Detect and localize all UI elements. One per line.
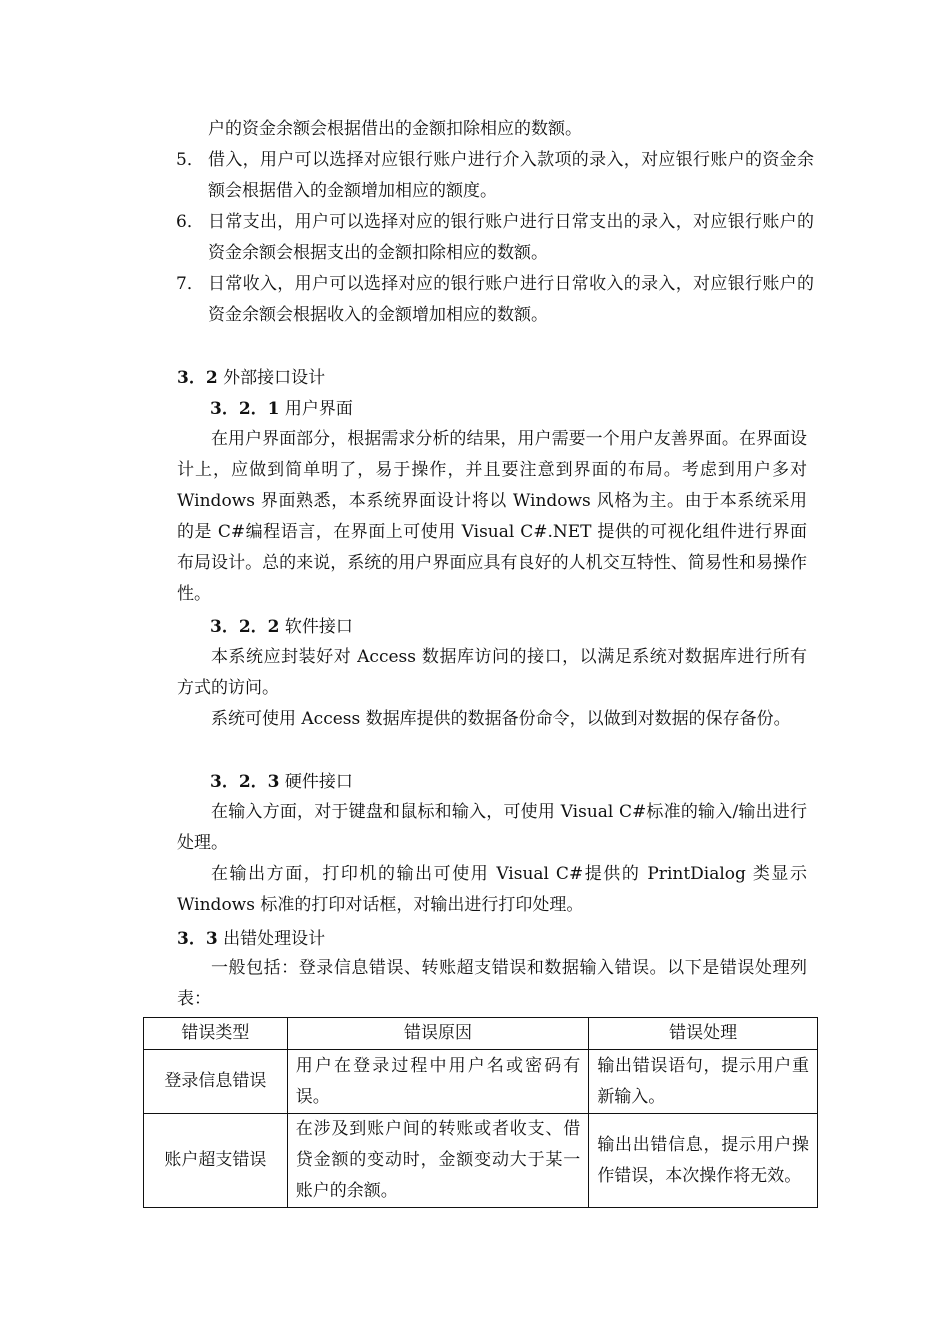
table-cell: 账户超支错误 [144, 1114, 288, 1208]
paragraph-hardware-interface-1: 在输入方面，对于键盘和鼠标和输入，可使用 Visual C#标准的输入/输出进行处理。 [177, 802, 807, 853]
section-heading-3-2-1 [210, 398, 353, 420]
section-heading-3-3 [177, 928, 325, 950]
section-number: 3．3 [177, 929, 218, 949]
list-continuation: 户的资金余额会根据借出的金额扣除相应的数额。 [208, 119, 582, 139]
table-header-cell: 错误类型 [144, 1018, 288, 1050]
paragraph-software-interface-1: 本系统应封装好对 Access 数据库访问的接口，以满足系统对数据库进行所有方式的访问。 [177, 647, 807, 698]
table-cell: 输出错误语句，提示用户重新输入。 [589, 1050, 818, 1114]
section-number: 3．2 [177, 368, 218, 388]
list-item-number: 6． [176, 212, 204, 232]
paragraph-hardware-interface-2: 在输出方面，打印机的输出可使用 Visual C#提供的 PrintDialog 类显示 Windows 标准的打印对话框，对输出进行打印处理。 [177, 864, 807, 915]
section-title: 软件接口 [284, 617, 353, 637]
paragraph-software-interface-2: 系统可使用 Access 数据库提供的数据备份命令，以做到对数据的保存备份。 [211, 709, 791, 729]
section-title: 硬件接口 [284, 772, 353, 792]
table-row [144, 1114, 818, 1208]
list-item [176, 207, 816, 269]
list-item-number: 5． [176, 150, 204, 170]
paragraph-user-interface: 在用户界面部分，根据需求分析的结果，用户需要一个用户友善界面。在界面设计上，应做到简单明了，易于操作，并且要注意到界面的布局。考虑到用户多对 Windows 界面熟悉，本系统界面设计将以 Windows 风格为主。由于本系统采用的是 C#编程语言，在界面上可使用 Visual C#.NET 提供的可视化组件进行界面布局设计。总的来说，系统的用户界面应具有良好的人机交互特性、简易性和易操作性。 [177, 429, 807, 604]
section-title: 外部接口设计 [223, 368, 326, 388]
section-title: 出错处理设计 [223, 929, 326, 949]
table-header-row [144, 1018, 818, 1050]
table-cell: 用户在登录过程中用户名或密码有误。 [287, 1050, 589, 1114]
list-item-text: 借入，用户可以选择对应银行账户进行介入款项的录入，对应银行账户的资金余额会根据借入的金额增加相应的额度。 [208, 150, 814, 201]
table-cell: 输出出错信息，提示用户操作错误，本次操作将无效。 [589, 1114, 818, 1208]
list-item-number: 7． [176, 274, 204, 294]
section-title: 用户界面 [284, 399, 353, 419]
table-row [144, 1050, 818, 1114]
section-number: 3．2．2 [210, 617, 280, 637]
error-handling-table [143, 1017, 818, 1208]
table-cell: 在涉及到账户间的转账或者收支、借贷金额的变动时，金额变动大于某一账户的余额。 [287, 1114, 589, 1208]
section-number: 3．2．3 [210, 772, 280, 792]
section-heading-3-2-3 [210, 771, 353, 793]
list-item [176, 269, 816, 331]
table-header-cell: 错误处理 [589, 1018, 818, 1050]
section-heading-3-2-2 [210, 616, 353, 638]
section-heading-3-2 [177, 367, 325, 389]
list-item-text: 日常收入，用户可以选择对应的银行账户进行日常收入的录入，对应银行账户的资金余额会根据收入的金额增加相应的数额。 [208, 274, 814, 325]
list-item-text: 日常支出，用户可以选择对应的银行账户进行日常支出的录入，对应银行账户的资金余额会根据支出的金额扣除相应的数额。 [208, 212, 814, 263]
section-number: 3．2．1 [210, 399, 280, 419]
table-header-cell: 错误原因 [287, 1018, 589, 1050]
table-cell: 登录信息错误 [144, 1050, 288, 1114]
paragraph-error-handling: 一般包括：登录信息错误、转账超支错误和数据输入错误。以下是错误处理列表： [177, 958, 807, 1009]
list-item [176, 145, 816, 207]
